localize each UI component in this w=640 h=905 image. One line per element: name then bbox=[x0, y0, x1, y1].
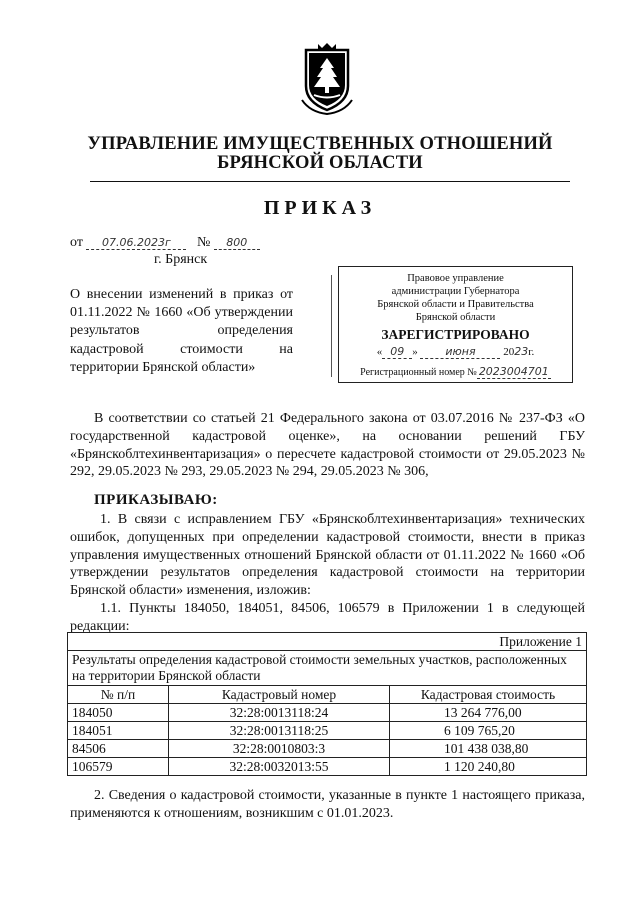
cell-cadastral-value: 6 109 765,20 bbox=[390, 722, 587, 740]
cell-cadastral-number: 32:28:0013118:25 bbox=[169, 722, 390, 740]
stamp-year-end: г. bbox=[528, 346, 535, 358]
coat-of-arms-icon bbox=[300, 40, 354, 116]
stamp-reg-number: 2023004701 bbox=[478, 365, 549, 378]
cell-cadastral-value: 101 438 038,80 bbox=[390, 740, 587, 758]
stamp-date: « 09 » июня 2023г. bbox=[376, 345, 535, 358]
stamp-inner-border bbox=[331, 275, 577, 377]
preamble-paragraph: В соответствии со статьей 21 Федерального закона от 03.07.2016 № 237-ФЗ «О государственной кадастровой оценке», на основании решений ГБУ «Брянскоблтехинвентаризация» о пересчете кадастровой стоимости от 29.05.2023 № 292, 29.05.2023 № 293, 29.05.2023 № 294, 29.05.2023 № 306, bbox=[70, 411, 585, 480]
stamp-year-prefix: 20 bbox=[503, 346, 515, 358]
cell-cadastral-number: 32:28:0013118:24 bbox=[169, 704, 390, 722]
stamp-line1: Правовое управление bbox=[407, 273, 504, 284]
table-row bbox=[68, 722, 587, 740]
stamp-registered: ЗАРЕГИСТРИРОВАНО bbox=[381, 327, 530, 342]
table-row bbox=[68, 758, 587, 776]
from-label: от bbox=[70, 235, 83, 250]
cell-cadastral-value: 1 120 240,80 bbox=[390, 758, 587, 776]
order-word: ПРИКАЗЫВАЮ: bbox=[94, 492, 218, 508]
col-header-number: № п/п bbox=[68, 686, 169, 704]
table-caption: Результаты определения кадастровой стоимости земельных участков, расположенных на территории Брянской области bbox=[68, 651, 587, 686]
cell-number: 184050 bbox=[68, 704, 169, 722]
table-row bbox=[68, 740, 587, 758]
cell-number: 184051 bbox=[68, 722, 169, 740]
cell-cadastral-value: 13 264 776,00 bbox=[390, 704, 587, 722]
stamp-line2: администрации Губернатора bbox=[391, 286, 520, 297]
cadastral-value-table bbox=[67, 632, 587, 776]
cell-number: 84506 bbox=[68, 740, 169, 758]
handwritten-number: 800 bbox=[214, 236, 260, 250]
date-number-line bbox=[70, 235, 260, 251]
org-name-line2: БРЯНСКОЙ ОБЛАСТИ bbox=[217, 153, 423, 173]
appendix-label: Приложение 1 bbox=[68, 633, 587, 651]
org-name-line1: УПРАВЛЕНИЕ ИМУЩЕСТВЕННЫХ ОТНОШЕНИЙ bbox=[87, 134, 553, 154]
stamp-line4: Брянской области bbox=[415, 312, 496, 323]
stamp-reg-label: Регистрационный номер № bbox=[360, 367, 477, 378]
stamp-month: июня bbox=[420, 345, 500, 359]
table-row bbox=[68, 704, 587, 722]
cell-number: 106579 bbox=[68, 758, 169, 776]
stamp-year-suffix: 23 bbox=[514, 345, 529, 358]
handwritten-date: 07.06.2023г bbox=[86, 236, 186, 250]
number-label: № bbox=[196, 235, 211, 250]
registration-stamp bbox=[338, 266, 573, 383]
city: г. Брянск bbox=[154, 252, 208, 267]
col-header-cadastral-value: Кадастровая стоимость bbox=[390, 686, 587, 704]
item-2-paragraph: 2. Сведения о кадастровой стоимости, указанные в пункте 1 настоящего приказа, применяются к отношениям, возникшим с 01.01.2023. bbox=[70, 788, 585, 821]
header-divider bbox=[90, 181, 570, 182]
col-header-cadastral-number: Кадастровый номер bbox=[169, 686, 390, 704]
item-1-paragraph: 1. В связи с исправлением ГБУ «Брянскоблтехинвентаризация» технических ошибок, допущенных при определении кадастровой стоимости, внести в приказ управления имущественных отношений Брянской области от 01.11.2022 № 1660 «Об утверждении результатов определения кадастровой стоимости на территории Брянской области» изменения, изложив: bbox=[70, 512, 585, 599]
cell-cadastral-number: 32:28:0032013:55 bbox=[169, 758, 390, 776]
cell-cadastral-number: 32:28:0010803:3 bbox=[169, 740, 390, 758]
order-subject: О внесении изменений в приказ от 01.11.2022 № 1660 «Об утверждении результатов определения кадастровой стоимости на территории Брянской области» bbox=[70, 287, 293, 375]
document-type: ПРИКАЗ bbox=[263, 197, 377, 219]
stamp-day: 09 bbox=[382, 345, 412, 359]
stamp-line3: Брянской области и Правительства bbox=[377, 299, 534, 310]
item-1-1-paragraph: 1.1. Пункты 184050, 184051, 84506, 106579 в Приложении 1 в следующей редакции: bbox=[70, 601, 585, 634]
